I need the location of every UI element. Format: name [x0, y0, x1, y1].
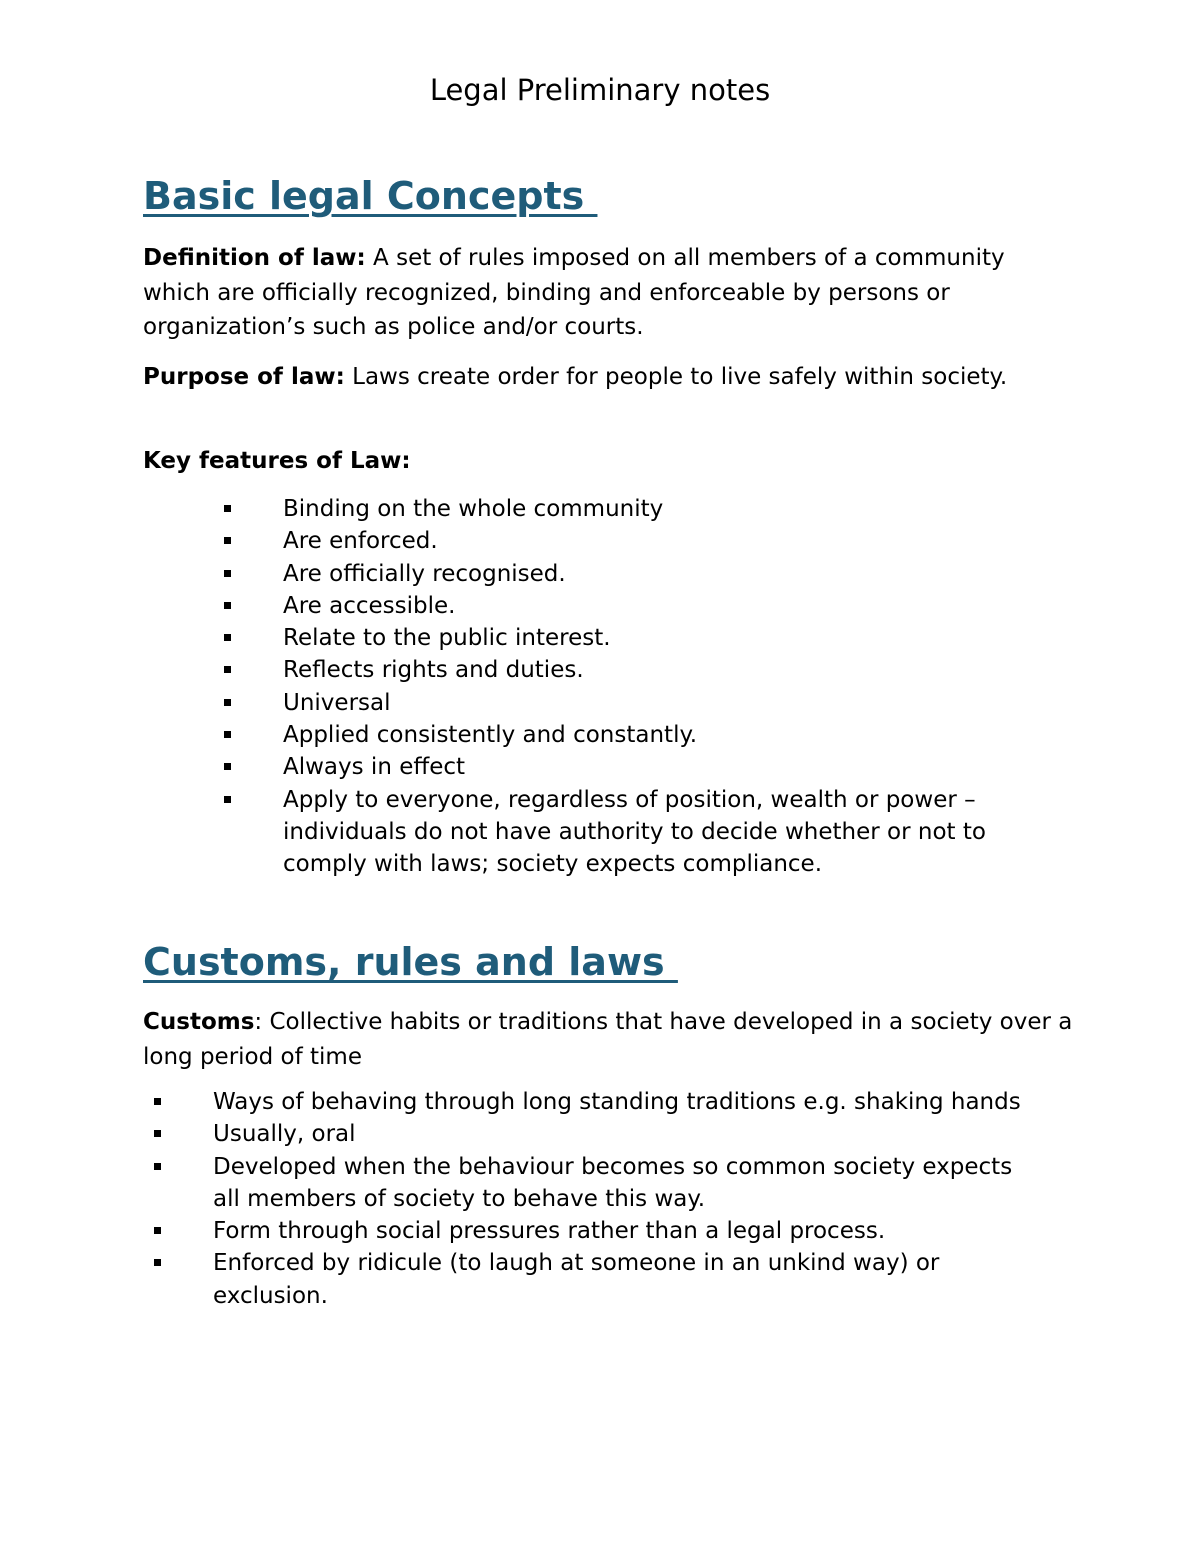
- list-item: Binding on the whole community: [213, 493, 1073, 525]
- list-item: Always in effect: [213, 751, 1073, 783]
- list-item: Are accessible.: [213, 590, 1073, 622]
- list-item: Are enforced.: [213, 525, 1073, 557]
- key-features-label: Key features of Law:: [143, 448, 411, 474]
- list-item: Relate to the public interest.: [213, 622, 1073, 654]
- section-heading-customs-rules-laws: Customs, rules and laws: [143, 940, 678, 984]
- list-item: Universal: [213, 687, 1073, 719]
- list-item: Applied consistently and constantly.: [213, 719, 1073, 751]
- list-item: Developed when the behaviour becomes so common society expects all members of society to behave this way.: [143, 1151, 1043, 1216]
- purpose-text: Laws create order for people to live safely within society.: [344, 364, 1008, 390]
- list-item: Apply to everyone, regardless of position, wealth or power – individuals do not have authority to decide whether or not to comply with laws; society expects compliance.: [213, 784, 1073, 881]
- list-item: Ways of behaving through long standing traditions e.g. shaking hands: [143, 1086, 1043, 1118]
- customs-list: [143, 1086, 1043, 1312]
- list-item: Form through social pressures rather than a legal process.: [143, 1215, 1043, 1247]
- list-item: Reflects rights and duties.: [213, 654, 1073, 686]
- list-item: Are officially recognised.: [213, 558, 1073, 590]
- definition-text: A set of rules imposed on all members of a community which are officially recognized, binding and enforceable by persons or organization’s such as police and/or courts.: [143, 245, 1005, 340]
- definition-term: Definition of law:: [143, 245, 366, 271]
- document-header: Legal Preliminary notes: [429, 73, 771, 107]
- purpose-of-law-paragraph: [143, 360, 1073, 395]
- purpose-term: Purpose of law:: [143, 364, 345, 390]
- customs-text: : Collective habits or traditions that have developed in a society over a long period of time: [143, 1009, 1073, 1070]
- section-heading-basic-legal-concepts: Basic legal Concepts: [143, 174, 598, 218]
- key-features-list: [213, 493, 1073, 881]
- definition-of-law-paragraph: [143, 241, 1073, 345]
- list-item: Usually, oral: [143, 1118, 1043, 1150]
- customs-paragraph: [143, 1005, 1073, 1074]
- customs-term: Customs: [143, 1009, 255, 1035]
- list-item: Enforced by ridicule (to laugh at someone in an unkind way) or exclusion.: [143, 1247, 1043, 1312]
